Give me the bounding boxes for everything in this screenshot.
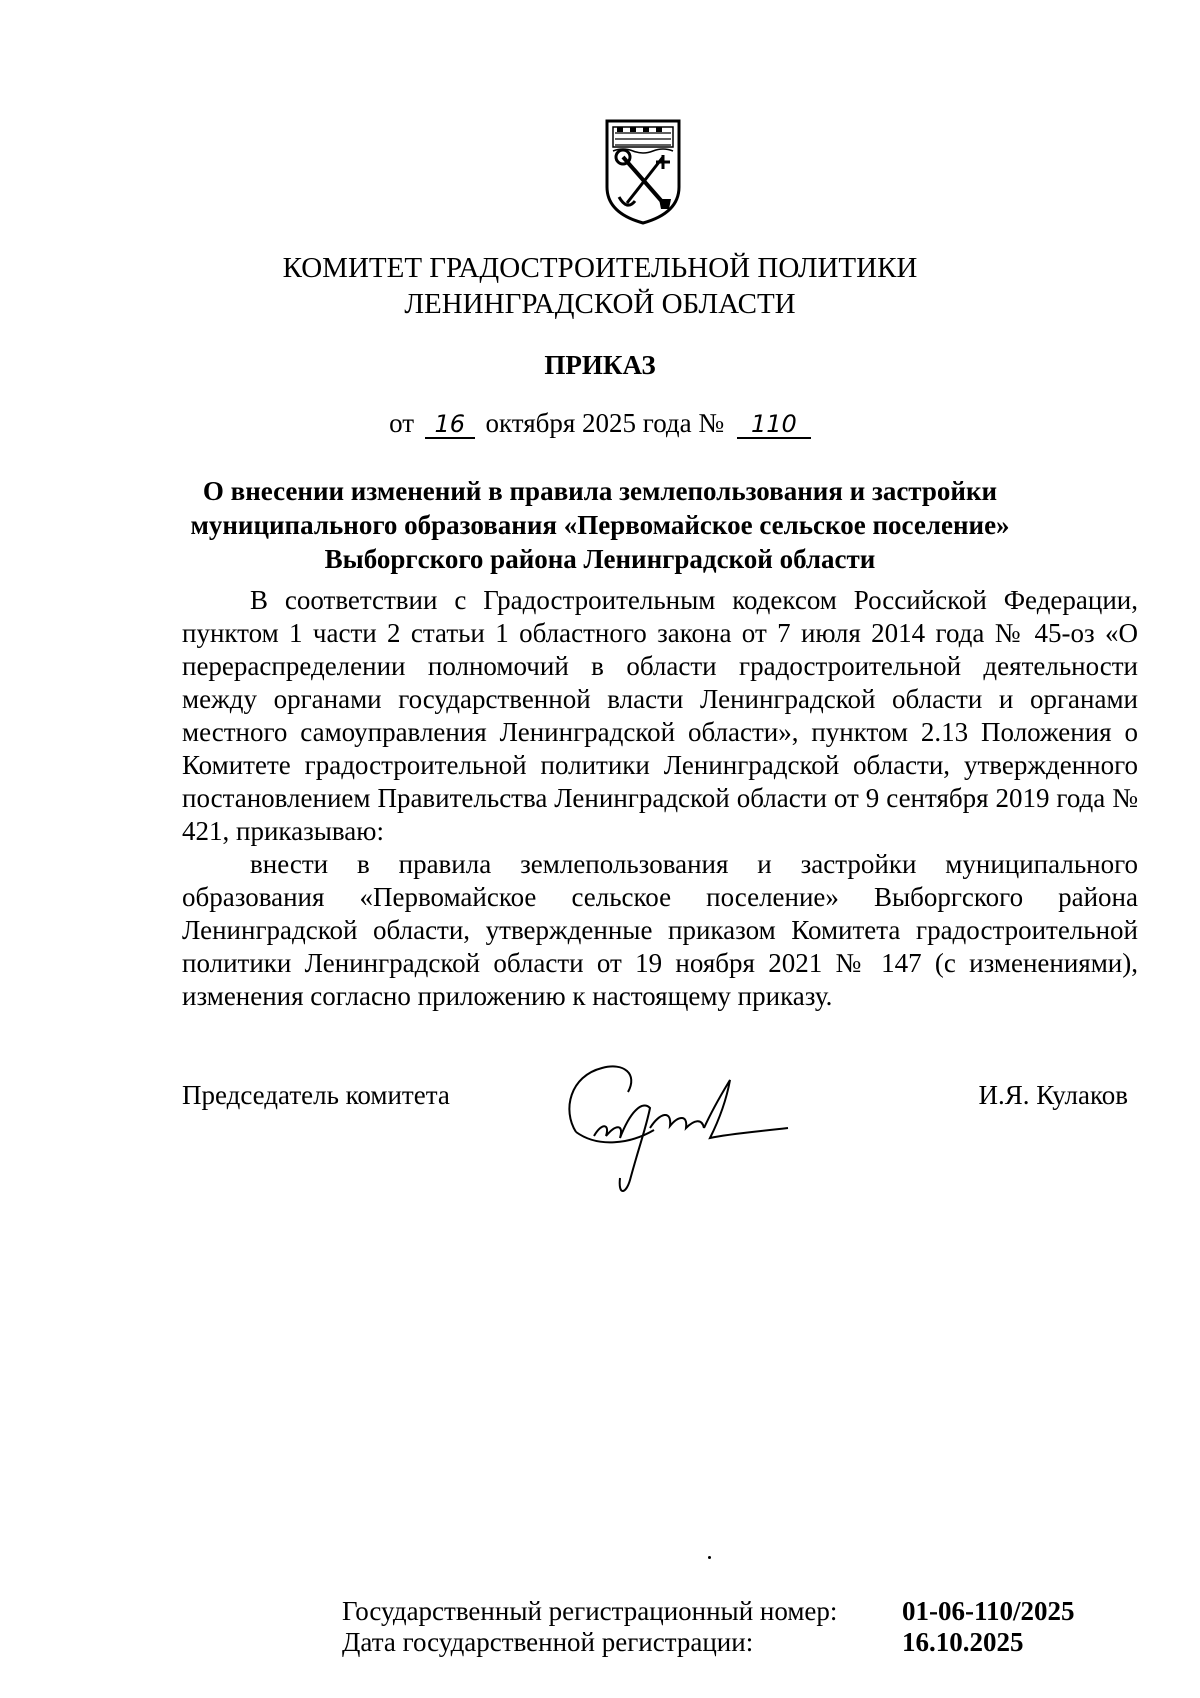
registration-number-value: 01-06-110/2025 xyxy=(902,1596,1075,1626)
signatory-name: И.Я. Кулаков xyxy=(978,1080,1128,1110)
subject-line3: Выборгского района Ленинградской области xyxy=(324,544,876,574)
handwritten-day: 16 xyxy=(425,411,475,439)
registration-number-row xyxy=(342,1596,1075,1627)
handwritten-doc-number: 110 xyxy=(737,411,811,439)
registration-date-row xyxy=(342,1627,1075,1658)
date-month-year: октября 2025 года № xyxy=(485,408,725,438)
subject-line2: муниципального образования «Первомайское сельское поселение» xyxy=(190,510,1010,540)
document-body xyxy=(182,584,1138,1013)
body-paragraph-1: В соответствии с Градостроительным кодексом Российской Федерации, пунктом 1 части 2 статьи 1 областного закона от 7 июля 2014 года № 45-оз «О перераспределении полномочий в области градостроительной деятельности между органами государственной власти Ленинградской области и органами местного самоуправления Ленинградской области», пунктом 2.13 Положения о Комитете градостроительной политики Ленинградской области, утвержденного постановлением Правительства Ленинградской области от 9 сентября 2019 года № 421, приказываю: xyxy=(182,585,1138,846)
date-prefix: от xyxy=(389,408,415,438)
subject-line1: О внесении изменений в правила землепользования и застройки xyxy=(202,476,998,506)
scan-dot xyxy=(708,1556,711,1559)
registration-number-label: Государственный регистрационный номер: xyxy=(342,1596,838,1626)
registration-date-value: 16.10.2025 xyxy=(902,1627,1024,1657)
org-name-line1: КОМИТЕТ ГРАДОСТРОИТЕЛЬНОЙ ПОЛИТИКИ xyxy=(282,252,918,284)
document-subject xyxy=(0,474,1200,576)
registration-block xyxy=(342,1596,1075,1658)
body-paragraph-2: внести в правила землепользования и застройки муниципального образования «Первомайское сельское поселение» Выборгского района Ленинградской области, утвержденные приказом Комитета градостроительной политики Ленинградской области от 19 ноября 2021 № 147 (с изменениями), изменения согласно приложению к настоящему приказу. xyxy=(182,849,1138,1011)
handwritten-signature xyxy=(558,1050,798,1200)
issuing-authority xyxy=(0,250,1200,322)
coat-of-arms-icon xyxy=(603,117,683,227)
document-date-line xyxy=(0,408,1200,439)
org-name-line2: ЛЕНИНГРАДСКОЙ ОБЛАСТИ xyxy=(404,288,796,320)
registration-date-label: Дата государственной регистрации: xyxy=(342,1627,754,1657)
document-type-title: ПРИКАЗ xyxy=(544,350,656,380)
signatory-title: Председатель комитета xyxy=(182,1080,450,1110)
